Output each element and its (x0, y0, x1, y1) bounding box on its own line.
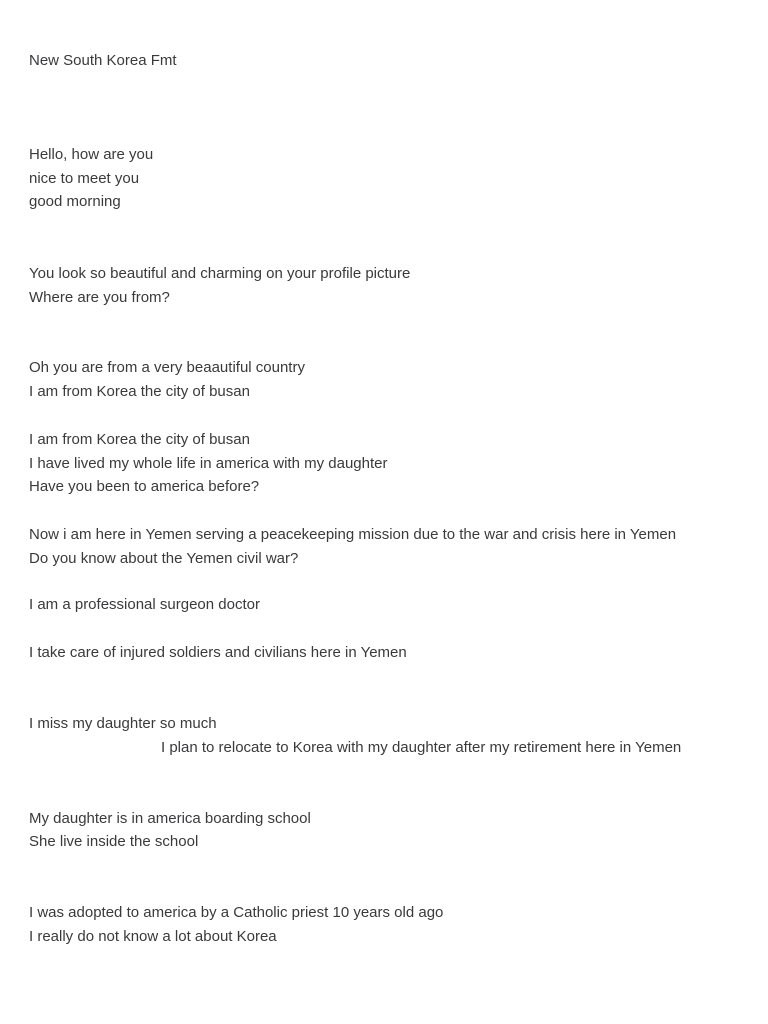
note-line: Have you been to america before? (29, 478, 260, 495)
note-line: I am from Korea the city of busan (29, 431, 250, 448)
note-line: Oh you are from a very beaautiful country (29, 359, 305, 376)
note-line: I am a professional surgeon doctor (29, 596, 260, 613)
note-line: I really do not know a lot about Korea (29, 928, 277, 945)
note-line: I have lived my whole life in america with my daughter (29, 455, 388, 472)
note-line: Where are you from? (29, 289, 170, 306)
note-line: I miss my daughter so much (29, 715, 217, 732)
note-line: You look so beautiful and charming on your profile picture (29, 265, 411, 282)
note-line: Now i am here in Yemen serving a peacekeeping mission due to the war and crisis here in Yemen (29, 526, 677, 543)
note-line: I take care of injured soldiers and civilians here in Yemen (29, 644, 407, 661)
note-line: I plan to relocate to Korea with my daughter after my retirement here in Yemen (161, 739, 682, 756)
note-line: I am from Korea the city of busan (29, 383, 250, 400)
note-line: My daughter is in america boarding school (29, 810, 311, 827)
note-line: good morning (29, 193, 121, 210)
note-line: She live inside the school (29, 833, 199, 850)
note-line: Do you know about the Yemen civil war? (29, 550, 299, 567)
note-line: Hello, how are you (29, 146, 154, 163)
note-line: nice to meet you (29, 170, 140, 187)
note-title: New South Korea Fmt (29, 52, 177, 69)
note-line: I was adopted to america by a Catholic priest 10 years old ago (29, 904, 444, 921)
